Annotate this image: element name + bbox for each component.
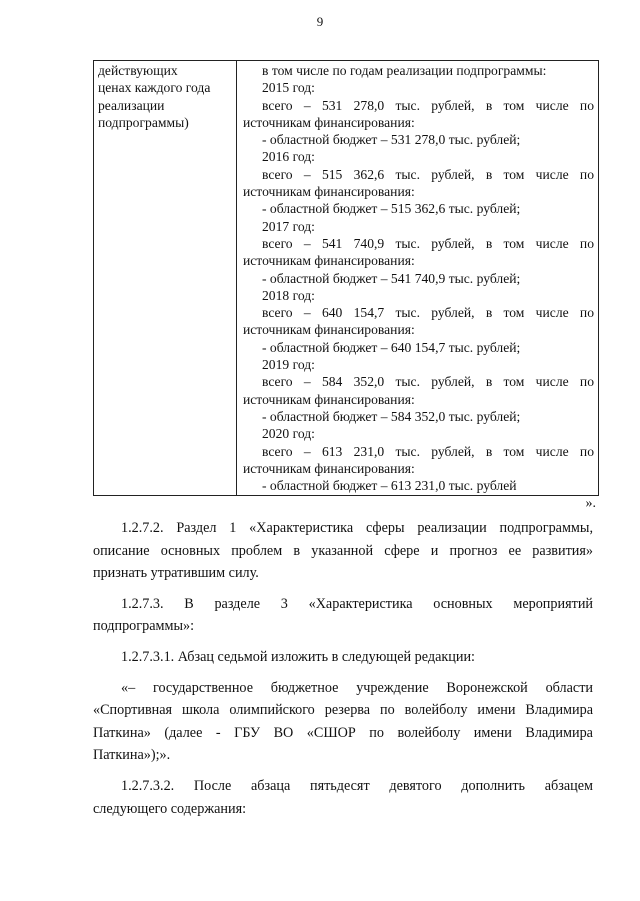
year-regional-budget: - областной бюджет – 531 278,0 тыс. рублей; [262,132,521,148]
year-label: 2016 год: [262,149,315,165]
paragraph-line: признать утратившим силу. [93,565,259,582]
year-sources: источникам финансирования: [243,460,415,476]
year-label: 2015 год: [262,80,315,96]
paragraph-line: Паткина» (далее - ГБУ ВО «СШОР по волейболу имени Владимира [93,724,593,741]
year-label: 2017 год: [262,218,315,234]
paragraph-line: Паткина»);». [93,747,171,764]
year-total: всего – 531 278,0 тыс. рублей, в том числе по [262,97,594,113]
year-total: всего – 640 154,7 тыс. рублей, в том числе по [262,305,594,321]
year-sources: источникам финансирования: [243,391,415,407]
funding-intro: в том числе по годам реализации подпрограммы: [262,63,547,78]
paragraph-1-2-7-3-1 [93,646,593,669]
left-cell-line: ценах каждого года [98,80,211,96]
year-sources: источникам финансирования: [243,184,415,200]
paragraph-line: 1.2.7.3.2. После абзаца пятьдесят девятого дополнить абзацем [121,777,593,794]
document-body [93,517,593,820]
left-cell-line: подпрограммы) [98,114,189,130]
table-left-cell [94,61,237,496]
paragraph-1-2-7-3-2 [93,775,593,820]
table-right-cell [237,61,599,496]
year-label: 2018 год: [262,287,315,303]
paragraph-line: подпрограммы»: [93,618,195,635]
year-total: всего – 584 352,0 тыс. рублей, в том числе по [262,374,594,390]
paragraph-1-2-7-2 [93,517,593,585]
year-regional-budget: - областной бюджет – 640 154,7 тыс. рублей; [262,339,521,355]
year-regional-budget: - областной бюджет – 584 352,0 тыс. рублей; [262,408,521,424]
year-total: всего – 613 231,0 тыс. рублей, в том числе по [262,443,594,459]
table-row [94,61,599,496]
year-regional-budget: - областной бюджет – 541 740,9 тыс. рублей; [262,270,521,286]
year-label: 2019 год: [262,357,315,373]
closing-quote: ». [585,496,596,511]
paragraph-line: 1.2.7.3.1. Абзац седьмой изложить в следующей редакции: [121,648,475,665]
year-sources: источникам финансирования: [243,114,415,130]
paragraph-line: «– государственное бюджетное учреждение Воронежской области [121,679,593,696]
year-sources: источникам финансирования: [243,322,415,338]
budget-table [93,60,599,496]
paragraph-line: 1.2.7.3. В разделе 3 «Характеристика основных мероприятий [121,595,593,612]
year-total: всего – 541 740,9 тыс. рублей, в том числе по [262,235,594,251]
year-label: 2020 год: [262,426,315,442]
paragraph-quoted-amendment [93,677,593,767]
year-regional-budget: - областной бюджет – 515 362,6 тыс. рублей; [262,201,521,217]
year-sources: источникам финансирования: [243,253,415,269]
paragraph-1-2-7-3 [93,593,593,638]
left-cell-line: действующих [98,63,178,78]
paragraph-line: «Спортивная школа олимпийского резерва по волейболу имени Владимира [93,702,593,719]
left-cell-line: реализации [98,97,165,113]
paragraph-line: 1.2.7.2. Раздел 1 «Характеристика сферы реализации подпрограммы, [121,520,593,536]
paragraph-line: описание основных проблем в указанной сфере и прогноз ее развития» [93,542,593,559]
year-total: всего – 515 362,6 тыс. рублей, в том числе по [262,166,594,182]
page-number: 9 [316,14,324,29]
paragraph-line: следующего содержания: [93,800,247,817]
year-regional-budget: - областной бюджет – 613 231,0 тыс. рублей [262,478,517,494]
